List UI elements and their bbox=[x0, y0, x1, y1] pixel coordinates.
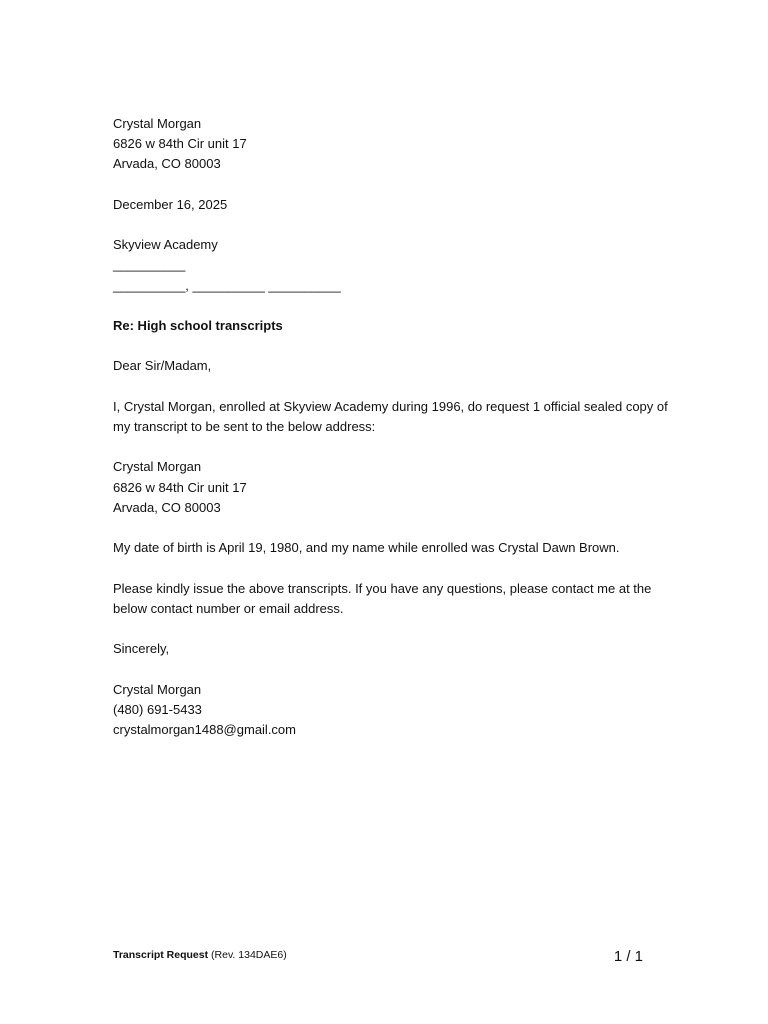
subject-line bbox=[113, 316, 673, 336]
identity-text: My date of birth is April 19, 1980, and my name while enrolled was Crystal Dawn Brown. bbox=[113, 540, 620, 556]
delivery-city: Arvada, CO 80003 bbox=[113, 499, 221, 515]
signature-name: Crystal Morgan bbox=[113, 681, 202, 697]
sender-city: Arvada, CO 80003 bbox=[113, 156, 221, 172]
request-paragraph bbox=[113, 397, 673, 437]
identity-paragraph bbox=[113, 538, 673, 558]
request-text: I, Crystal Morgan, enrolled at Skyview Academy during 1996, do request 1 official sealed copy of my transcript to be sent to the below address: bbox=[113, 398, 668, 434]
signature-block bbox=[113, 680, 673, 741]
letter-body bbox=[113, 114, 673, 760]
signature-phone: (480) 691-5433 bbox=[113, 701, 202, 717]
footer-document-label bbox=[113, 949, 287, 961]
footer-doc-rev: (Rev. 134DAE6) bbox=[211, 949, 287, 961]
recipient-address bbox=[113, 235, 673, 296]
closing-request-paragraph bbox=[113, 579, 673, 619]
closing bbox=[113, 639, 673, 659]
delivery-street: 6826 w 84th Cir unit 17 bbox=[113, 479, 247, 495]
signature-email: crystalmorgan1488@gmail.com bbox=[113, 721, 296, 737]
closing-text: Sincerely, bbox=[113, 641, 170, 657]
recipient-line-3: __________, __________ __________ bbox=[113, 277, 341, 293]
recipient-line-2: __________ bbox=[113, 257, 186, 273]
page-indicator: 1 / 1 bbox=[613, 948, 643, 965]
letter-date bbox=[113, 195, 673, 215]
sender-street: 6826 w 84th Cir unit 17 bbox=[113, 136, 247, 152]
page-footer bbox=[113, 948, 643, 970]
delivery-name: Crystal Morgan bbox=[113, 459, 202, 475]
delivery-address bbox=[113, 457, 673, 518]
salutation bbox=[113, 356, 673, 376]
subject-text: Re: High school transcripts bbox=[113, 317, 283, 333]
recipient-name: Skyview Academy bbox=[113, 237, 218, 253]
sender-name: Crystal Morgan bbox=[113, 116, 202, 131]
salutation-text: Dear Sir/Madam, bbox=[113, 358, 212, 374]
closing-request-text: Please kindly issue the above transcripts. If you have any questions, please contact me at the below contact number or email address. bbox=[113, 580, 652, 616]
date-text: December 16, 2025 bbox=[113, 196, 228, 212]
sender-address bbox=[113, 114, 673, 175]
footer-doc-title: Transcript Request bbox=[113, 949, 209, 961]
